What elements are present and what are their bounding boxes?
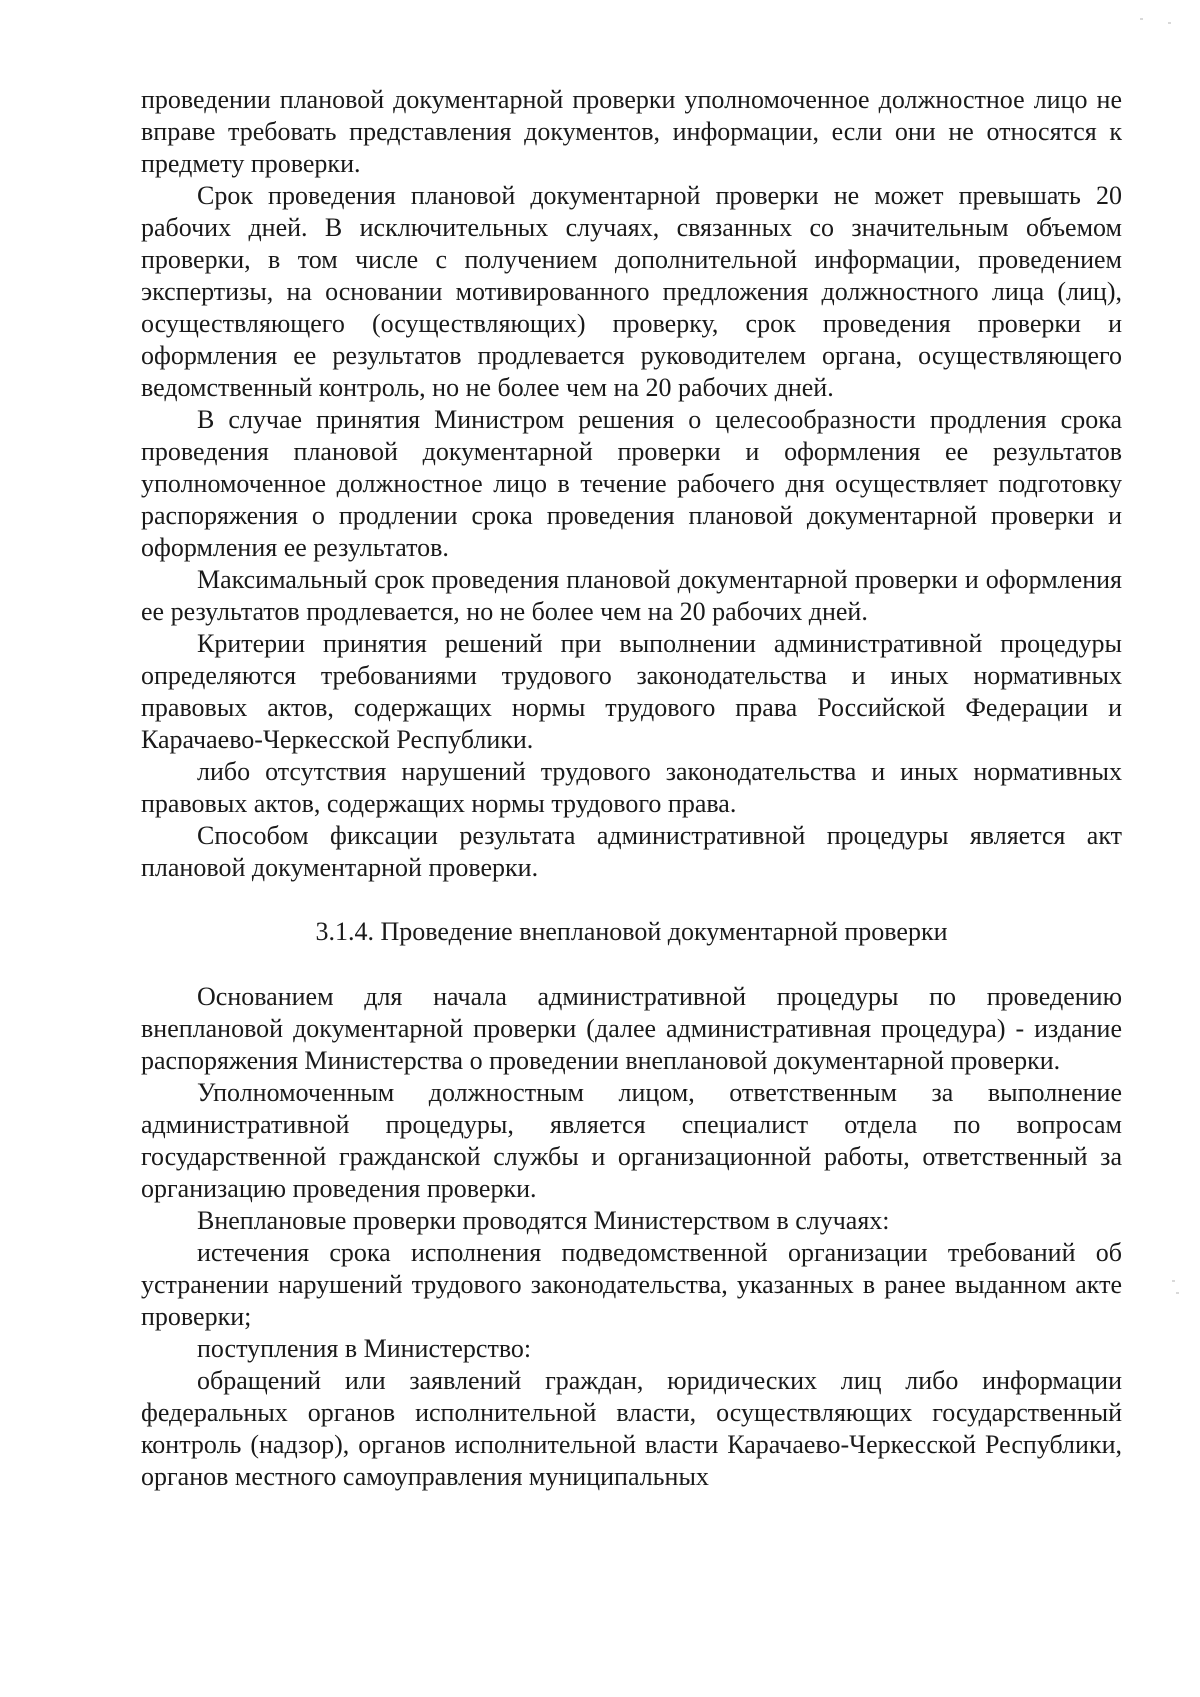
paragraph-decision-criteria: Критерии принятия решений при выполнении административной процедуры определяются требованиями трудового законодательства и иных нормативных правовых актов, содержащих нормы трудового права Российской Федерации и Карачаево-Черкесской Республики. (141, 629, 1122, 754)
paragraph-inspection-duration: Срок проведения плановой документарной проверки не может превышать 20 рабочих дней. В исключительных случаях, связанных со значительным объемом проверки, в том числе с получением дополнительной информации, проведением экспертизы, на основании мотивированного предложения должностного лица (лиц), осуществляющего (осуществляющих) проверку, срок проведения проверки и оформления ее результатов продлевается руководителем органа, осуществляющего ведомственный контроль, но не более чем на 20 рабочих дней. (141, 181, 1122, 402)
list-item-appeals: обращений или заявлений граждан, юридических лиц либо информации федеральных органов исполнительной власти, осуществляющих государственный контроль (надзор), органов исполнительной власти Карачаево-Черкесской Республики, органов местного самоуправления муниципальных (141, 1366, 1122, 1491)
scan-artifact (1176, 1292, 1179, 1294)
paragraph-no-violations: либо отсутствия нарушений трудового законодательства и иных нормативных правовых актов, содержащих нормы трудового права. (141, 757, 1122, 818)
scan-artifact (1168, 22, 1171, 24)
paragraph-unscheduled-cases: Внеплановые проверки проводятся Министерством в случаях: (197, 1206, 890, 1235)
paragraph-grounds: Основанием для начала административной процедуры по проведению внеплановой документарной проверки (далее административная процедура) - издание распоряжения Министерства о проведении внеплановой документарной проверки. (141, 982, 1122, 1075)
paragraph-result-recording: Способом фиксации результата административной процедуры является акт плановой документарной проверки. (141, 821, 1122, 882)
section-heading: 3.1.4. Проведение внеплановой документарной проверки (315, 917, 948, 946)
scan-artifact (1140, 18, 1143, 20)
scan-artifact (1172, 1280, 1175, 1282)
list-item-deadline-expiry: истечения срока исполнения подведомственной организации требований об устранении нарушений трудового законодательства, указанных в ранее выданном акте проверки; (141, 1238, 1122, 1331)
paragraph-maximum-term: Максимальный срок проведения плановой документарной проверки и оформления ее результатов продлевается, но не более чем на 20 рабочих дней. (141, 565, 1122, 626)
paragraph-responsible-official: Уполномоченным должностным лицом, ответственным за выполнение административной процедуры, является специалист отдела по вопросам государственной гражданской службы и организационной работы, ответственный за организацию проведения проверки. (141, 1078, 1122, 1203)
list-item-receipt: поступления в Министерство: (197, 1334, 532, 1363)
paragraph-continuation: проведении плановой документарной проверки уполномоченное должностное лицо не вправе требовать представления документов, информации, если они не относятся к предмету проверки. (141, 85, 1122, 178)
paragraph-extension-decision: В случае принятия Министром решения о целесообразности продления срока проведения плановой документарной проверки и оформления ее результатов уполномоченное должностное лицо в течение рабочего дня осуществляет подготовку распоряжения о продлении срока проведения плановой документарной проверки и оформления ее результатов. (141, 405, 1122, 562)
